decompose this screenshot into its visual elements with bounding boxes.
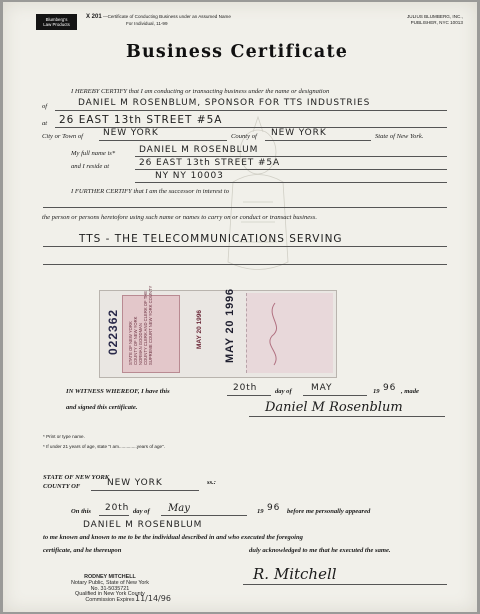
witness-signed-text: and signed this certificate. — [66, 404, 138, 411]
at-label: at — [42, 120, 48, 127]
signature-line — [249, 416, 445, 417]
witness-year-value: 96 — [383, 383, 397, 393]
notary-ss: ss.: — [207, 479, 216, 486]
witness-month-value: MAY — [311, 383, 333, 393]
notary-year-value: 96 — [267, 503, 281, 513]
stamp-county-text-2: COUNTY OF NEW YORK — [133, 316, 138, 365]
stamp-county-text-1: STATE OF NEW YORK — [128, 321, 133, 365]
notary-on-this: On this — [71, 508, 91, 515]
fullname-label: My full name is* — [71, 150, 116, 157]
county-clerk-stamp — [99, 285, 337, 378]
publisher-info — [407, 14, 463, 25]
residence-line-1 — [135, 169, 447, 170]
footnote-print: * Print or type name. — [43, 434, 85, 439]
witness-signature: Daniel M Rosenblum — [265, 400, 403, 415]
stamp-clerk-text-1: NORMAN GOODMAN — [138, 323, 143, 365]
notary-day-value: 20th — [105, 503, 130, 513]
footnote-under21: * If under 21 years of age, state "I am..............years of age". — [43, 444, 165, 449]
notary-before-me: before me personally appeared — [287, 508, 371, 515]
notary-county-value: NEW YORK — [107, 478, 163, 488]
witness-day-label: day of — [275, 388, 292, 395]
residence-line-2 — [135, 182, 447, 183]
business-description-value: TTS - THE TELECOMMUNICATIONS SERVING — [79, 233, 343, 245]
county-label: County of — [231, 133, 257, 140]
notary-line-5: Commission Expires — [85, 597, 135, 604]
city-line — [99, 140, 227, 141]
notary-expiry: 11/14/96 — [135, 594, 171, 603]
address-value: 26 EAST 13th STREET #5A — [59, 114, 223, 126]
notary-signature-line — [243, 584, 447, 585]
notary-appeared-name: DANIEL M ROSENBLUM — [83, 520, 203, 530]
stamp-number: 022362 — [106, 308, 120, 355]
county-value: NEW YORK — [271, 128, 327, 138]
publisher-line-1: JULIUS BLUMBERG, INC., — [407, 14, 463, 19]
business-desc-line-2 — [43, 264, 447, 265]
certify-intro: I HEREBY CERTIFY that I am conducting or transacting business under the name or designation — [71, 88, 330, 95]
notary-signature: R. Mitchell — [253, 565, 337, 583]
city-value: NEW YORK — [103, 128, 159, 138]
form-desc-line-1: —Certificate of Conducting Business under an Assumed Name — [102, 14, 231, 19]
witness-day-value: 20th — [233, 383, 258, 393]
form-desc-line-2: For Individual, 11-99 — [126, 20, 168, 26]
notary-day-line — [99, 515, 129, 516]
notary-county-label: COUNTY OF — [43, 483, 81, 490]
successor-line — [43, 207, 447, 208]
page-title: Business Certificate — [126, 42, 349, 62]
form-description — [86, 14, 231, 26]
business-name-value: DANIEL M ROSENBLUM, SPONSOR FOR TTS INDUSTRIES — [78, 98, 371, 108]
stamp-clerk-text-2: COUNTY CLERK AND CLERK OF THE — [143, 290, 148, 365]
witness-year-prefix: 19 — [373, 388, 380, 395]
witness-month-line — [303, 395, 367, 396]
residence-line-2-value: NY NY 10003 — [155, 171, 224, 181]
publisher-line-2: PUBLISHER, NYC 10013 — [410, 19, 463, 25]
stamp-date-1: MAY 20 1996 — [196, 309, 203, 349]
stamp-clerk-text-3: SUPREME COURT NEW YORK COUNTY — [148, 285, 153, 365]
notary-cert-text-a: certificate, and he thereupon — [43, 547, 122, 554]
witness-day-line — [227, 395, 271, 396]
notary-name: RODNEY MITCHELL — [84, 574, 136, 580]
notary-known-text: to me known and known to me to be the individual described in and who executed the foregoing — [43, 534, 303, 541]
notary-month-line — [161, 515, 247, 516]
state-label: State of New York. — [375, 133, 424, 140]
notary-line-4: Qualified in New York County — [75, 591, 145, 598]
witness-label: IN WITNESS WHEREOF, I have this — [66, 388, 170, 395]
stamp-county-text — [128, 286, 153, 365]
logo-line-2: Law Products — [43, 22, 70, 27]
blumberg-logo — [36, 14, 77, 30]
business-certificate-page — [3, 2, 477, 612]
county-line — [265, 140, 371, 141]
fullname-value: DANIEL M ROSENBLUM — [139, 145, 259, 155]
notary-day-of: day of — [133, 508, 150, 515]
successor-text: I FURTHER CERTIFY that I am the successor in interest to — [71, 188, 229, 195]
reside-label: and I reside at — [71, 163, 110, 170]
notary-line-3: No. 31-5035721 — [90, 585, 130, 592]
notary-cert-text-b: duly acknowledged to me that he executed the same. — [249, 547, 391, 554]
notary-state-label: STATE OF NEW YORK — [43, 474, 110, 481]
watermark-seal-icon — [193, 112, 323, 292]
stamp-date-2: MAY 20 1996 — [224, 288, 236, 363]
logo-line-1: Blumberg's — [45, 17, 68, 22]
witness-made-label: , made — [401, 388, 419, 395]
of-label: of — [42, 103, 48, 110]
residence-line-1-value: 26 EAST 13th STREET #5A — [139, 158, 281, 168]
notary-year-prefix: 19 — [257, 508, 264, 515]
business-name-line — [55, 110, 447, 111]
notary-month-value: May — [168, 503, 190, 514]
fullname-line — [135, 156, 447, 157]
city-label: City or Town of — [42, 133, 83, 140]
form-code: X 201 — [86, 14, 102, 20]
witness-text — [66, 388, 170, 395]
heretofore-text: the person or persons heretofore using such name or names to carry on or conduct or transact business. — [42, 214, 317, 221]
notary-line-2: Notary Public, State of New York — [71, 579, 149, 586]
business-desc-line-1 — [43, 246, 447, 247]
stamp-signature-icon — [260, 301, 290, 367]
notary-county-line — [91, 490, 199, 491]
